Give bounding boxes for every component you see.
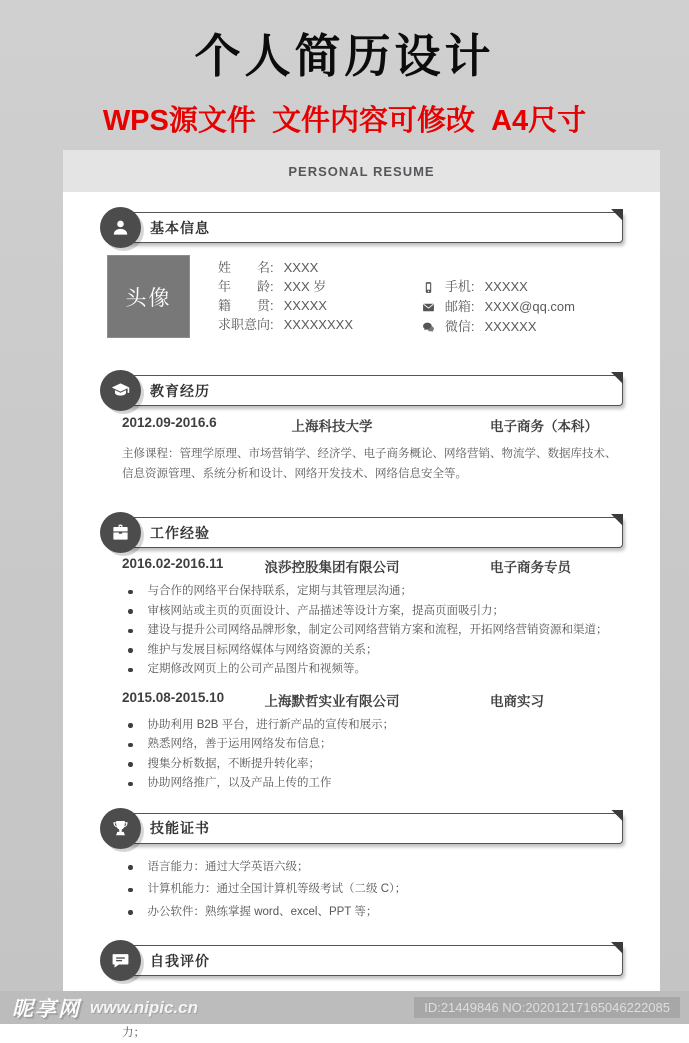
education-date: 2012.09-2016.6 <box>122 415 217 430</box>
folded-corner <box>611 514 623 526</box>
bullet-dot <box>128 910 133 915</box>
self-evaluation-text: 力； <box>122 1027 145 1039</box>
phone-icon <box>422 281 435 294</box>
nipic-url: www.nipic.cn <box>90 997 198 1017</box>
bullet-item <box>128 585 623 599</box>
folded-corner <box>611 942 623 954</box>
education-school: 上海科技大学 <box>291 419 373 434</box>
bullet-dot <box>128 782 133 787</box>
bullet-item <box>128 624 623 638</box>
bullet-text: 定期修改网页上的公司产品图片和视频等。 <box>147 663 366 675</box>
section-skills <box>100 808 623 920</box>
contact-label: 微信: <box>444 319 475 334</box>
field-value: XXXX <box>283 260 319 275</box>
job-bullet-list <box>128 719 623 791</box>
field-row <box>218 258 353 277</box>
contact-value: XXXX@qq.com <box>484 299 575 314</box>
section-title-bar <box>113 212 623 243</box>
job-date: 2016.02-2016.11 <box>122 556 224 571</box>
education-major: 电子商务（本科） <box>490 419 598 434</box>
bullet-text: 计算机能力：通过全国计算机等级考试（二级 C）； <box>147 883 407 895</box>
job-company: 上海默哲实业有限公司 <box>264 693 400 709</box>
section-header <box>100 370 623 411</box>
banner-subtitle: WPS源文件 文件内容可修改 A4尺寸 <box>102 105 587 137</box>
bullet-text: 熟悉网络，善于运用网络发布信息； <box>147 738 332 750</box>
folded-corner <box>611 810 623 822</box>
bullet-item <box>128 719 623 733</box>
field-value: XXX 岁 <box>283 279 327 294</box>
watermark-footer <box>0 991 689 1024</box>
job-row <box>122 556 623 576</box>
bullet-dot <box>128 668 133 673</box>
field-row <box>218 296 353 315</box>
field-label: 求职意向: <box>218 317 274 332</box>
field-row <box>218 315 353 334</box>
bullet-dot <box>128 648 133 653</box>
section-title: 技能证书 <box>150 820 210 836</box>
bullet-item <box>128 738 623 752</box>
contact-row <box>422 317 575 337</box>
contact-row <box>422 297 575 317</box>
section-header <box>100 808 623 849</box>
bullet-text: 审核网站或主页的页面设计、产品描述等设计方案，提高页面吸引力； <box>147 604 504 617</box>
bullet-item <box>128 644 623 658</box>
bullet-text: 办公软件：熟练掌握 word、excel、PPT 等； <box>147 905 378 918</box>
bullet-text: 搜集分析数据，不断提升转化率； <box>147 757 320 770</box>
section-title: 工作经验 <box>150 524 210 541</box>
bullet-item <box>128 663 623 677</box>
photo-placeholder: 头像 <box>107 255 190 338</box>
field-label: 籍 贯: <box>218 298 274 313</box>
education-row <box>122 415 623 435</box>
bullet-item <box>128 861 623 875</box>
education-courses: 主修课程：管理学原理、市场营销学、经济学、电子商务概论、网络营销、物流学、数据库技术、信息资源管理、系统分析和设计、网络开发技术、网络信息安全等。 <box>122 448 617 480</box>
bullet-text: 维护与发展目标网络媒体与网络资源的关系； <box>147 643 378 656</box>
section-education <box>100 370 623 484</box>
briefcase-icon <box>100 512 141 553</box>
bullet-dot <box>128 629 133 634</box>
bullet-item <box>128 906 623 920</box>
section-title: 基本信息 <box>150 219 210 236</box>
nipic-logo: 昵享网 <box>12 997 81 1021</box>
field-value: XXXXXXXX <box>283 317 353 332</box>
field-value: XXXXX <box>283 298 327 313</box>
job-role: 电子商务专员 <box>490 560 571 575</box>
bullet-item <box>128 605 623 619</box>
bullet-dot <box>128 762 133 767</box>
basic-fields <box>218 258 353 338</box>
section-title-bar <box>113 375 623 406</box>
bullet-dot <box>128 609 133 614</box>
bullet-dot <box>128 888 133 893</box>
graduation-cap-icon <box>100 370 141 411</box>
folded-corner <box>611 372 623 384</box>
mail-icon <box>422 301 435 314</box>
banner-title: 个人简历设计 <box>194 30 495 82</box>
bullet-dot <box>128 743 133 748</box>
bullet-text: 协助利用 B2B 平台，进行新产品的宣传和展示； <box>147 718 395 731</box>
contact-value: XXXXXX <box>484 319 537 334</box>
image-id-badge: ID:21449846 NO:20201217165046222085 <box>414 997 680 1018</box>
bullet-text: 与合作的网络平台保持联系，定期与其管理层沟通； <box>147 585 412 597</box>
contact-label: 邮箱: <box>444 299 475 314</box>
bullet-text: 建设与提升公司网络品牌形象，制定公司网络营销方案和流程，开拓网络营销资源和渠道； <box>147 624 608 636</box>
section-title-bar <box>113 517 623 548</box>
wechat-icon <box>422 321 435 334</box>
bullet-item <box>128 758 623 772</box>
contact-value: XXXXX <box>484 279 528 294</box>
job-company: 浪莎控股集团有限公司 <box>264 560 400 575</box>
job-bullet-list <box>128 585 623 677</box>
section-work <box>100 512 623 791</box>
field-row <box>218 277 353 296</box>
job-date: 2015.08-2015.10 <box>122 689 225 705</box>
bullet-item <box>128 777 623 791</box>
section-title: 教育经历 <box>150 382 210 399</box>
banner <box>0 0 689 150</box>
bullet-text: 协助网络推广，以及产品上传的工作 <box>147 777 332 789</box>
bullet-dot <box>128 723 133 728</box>
contact-block <box>422 277 575 338</box>
field-label: 年 龄: <box>218 279 274 294</box>
section-header <box>100 207 623 248</box>
section-basic-info <box>100 207 623 338</box>
section-header <box>100 940 623 981</box>
job-role: 电商实习 <box>490 693 544 709</box>
bullet-item <box>128 883 623 897</box>
sections-wrapper <box>63 207 660 1043</box>
basic-info-content <box>100 255 623 338</box>
person-icon <box>100 207 141 248</box>
trophy-icon <box>100 808 141 849</box>
bullet-dot <box>128 865 133 870</box>
folded-corner <box>611 209 623 221</box>
section-header <box>100 512 623 553</box>
bullet-text: 语言能力：通过大学英语六级； <box>147 860 309 873</box>
section-title-bar <box>113 945 623 976</box>
bullet-dot <box>128 590 133 595</box>
skills-bullet-list <box>128 861 623 920</box>
section-title-bar <box>113 813 623 844</box>
speech-bubble-icon <box>100 940 141 981</box>
contact-label: 手机: <box>444 279 475 294</box>
page-header-band: PERSONAL RESUME <box>63 150 660 192</box>
job-row <box>122 690 623 710</box>
field-label: 姓 名: <box>218 260 274 275</box>
contact-row <box>422 277 575 297</box>
section-title: 自我评价 <box>150 952 210 969</box>
